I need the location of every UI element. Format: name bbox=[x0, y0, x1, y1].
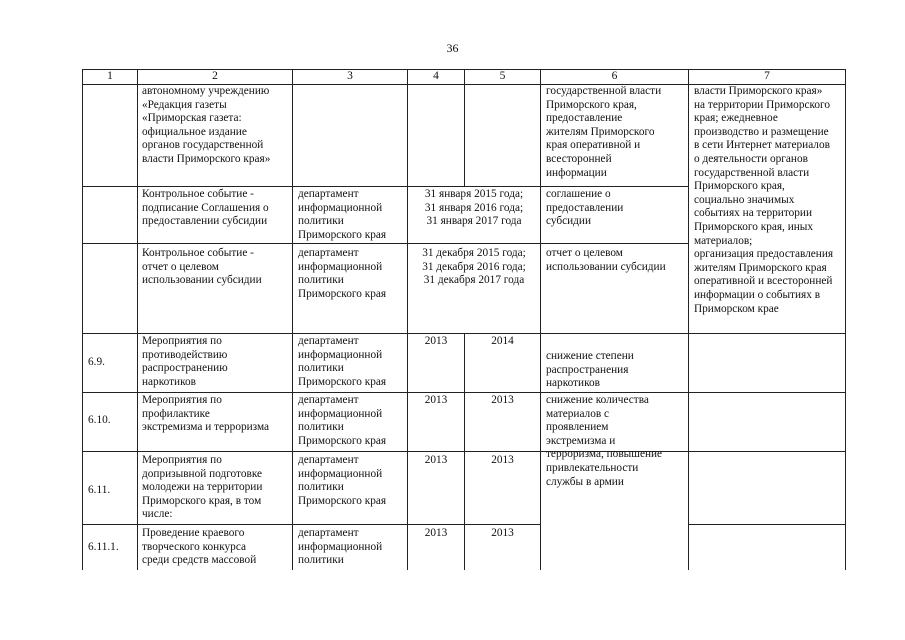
header-col-1: 1 bbox=[107, 70, 113, 82]
event1-dates-cell: 31 января 2015 года; 31 января 2016 года; 31 января 2017 года bbox=[424, 188, 524, 228]
event1-name-cell: Контрольное событие - подписание Соглашения о предоставлении субсидии bbox=[142, 188, 269, 228]
row-6-9-result: снижение степени распространения наркотиков bbox=[546, 350, 634, 390]
row-6-10-number: 6.10. bbox=[88, 414, 111, 426]
row-6-11-start-year: 2013 bbox=[424, 454, 448, 466]
row-6-11-number: 6.11. bbox=[88, 484, 111, 496]
event2-name-cell: Контрольное событие - отчет о целевом использовании субсидии bbox=[142, 247, 262, 287]
row-6-10-result: снижение количества материалов с проявлением экстремизма и терроризма, повышение привлекательности службы в армии bbox=[546, 394, 663, 488]
column7-merged-cell: власти Приморского края» на территории Приморского края; ежедневное производство и размещение в сети Интернет материалов о деятельности органов государственной власти Приморского края, социально значимых событиях на территории Приморского края, иных материалов; организация предоставления жителям Приморского края оперативной и всесторонней информации о событиях в Приморском крае bbox=[694, 85, 834, 315]
row-6-9-number: 6.9. bbox=[88, 356, 105, 368]
header-col-6: 6 bbox=[611, 70, 618, 82]
header-col-7: 7 bbox=[764, 70, 770, 82]
row-6-10-name: Мероприятия по профилактике экстремизма и терроризма bbox=[142, 394, 270, 434]
row-6-9-name: Мероприятия по противодействию распространению наркотиков bbox=[142, 335, 228, 388]
event2-dates-cell: 31 декабря 2015 года; 31 декабря 2016 года; 31 декабря 2017 года bbox=[422, 247, 526, 287]
header-col-4: 4 bbox=[433, 70, 439, 82]
continuation-name-cell: автономному учреждению «Редакция газеты «Приморская газета: официальное издание органов государственной власти Приморского края» bbox=[142, 85, 271, 165]
row-6-10-end-year: 2013 bbox=[491, 394, 514, 406]
header-col-2: 2 bbox=[212, 70, 218, 82]
row-6-9-executor: департамент информационной политики Приморского края bbox=[298, 335, 387, 388]
row-6-11-1-executor: департамент информационной политики bbox=[298, 527, 383, 567]
event1-result-cell: соглашение о предоставлении субсидии bbox=[546, 188, 624, 228]
row-6-11-1-end-year: 2013 bbox=[491, 527, 514, 539]
row-6-11-1-number: 6.11.1. bbox=[88, 541, 119, 553]
row-6-9-end-year: 2014 bbox=[491, 335, 514, 347]
event2-executor-cell: департамент информационной политики Приморского края bbox=[298, 247, 387, 300]
header-col-3: 3 bbox=[347, 70, 353, 82]
row-6-11-1-start-year: 2013 bbox=[424, 527, 448, 539]
row-6-11-executor: департамент информационной политики Приморского края bbox=[298, 454, 387, 507]
page-number: 36 bbox=[446, 41, 459, 55]
continuation-result-cell: государственной власти Приморского края, предоставление жителям Приморского края оперативной и всесторонней информации bbox=[546, 85, 662, 179]
row-6-11-name: Мероприятия по допризывной подготовке молодежи на территории Приморского края, в том числе: bbox=[142, 454, 263, 521]
event1-executor-cell: департамент информационной политики Приморского края bbox=[298, 188, 387, 241]
row-6-11-end-year: 2013 bbox=[491, 454, 514, 466]
event2-result-cell: отчет о целевом использовании субсидии bbox=[546, 247, 666, 273]
header-col-5: 5 bbox=[499, 70, 506, 82]
row-6-10-executor: департамент информационной политики Приморского края bbox=[298, 394, 387, 447]
row-6-9-start-year: 2013 bbox=[424, 335, 448, 347]
row-6-10-start-year: 2013 bbox=[424, 394, 448, 406]
row-6-11-1-name: Проведение краевого творческого конкурса среди средств массовой bbox=[142, 527, 257, 567]
